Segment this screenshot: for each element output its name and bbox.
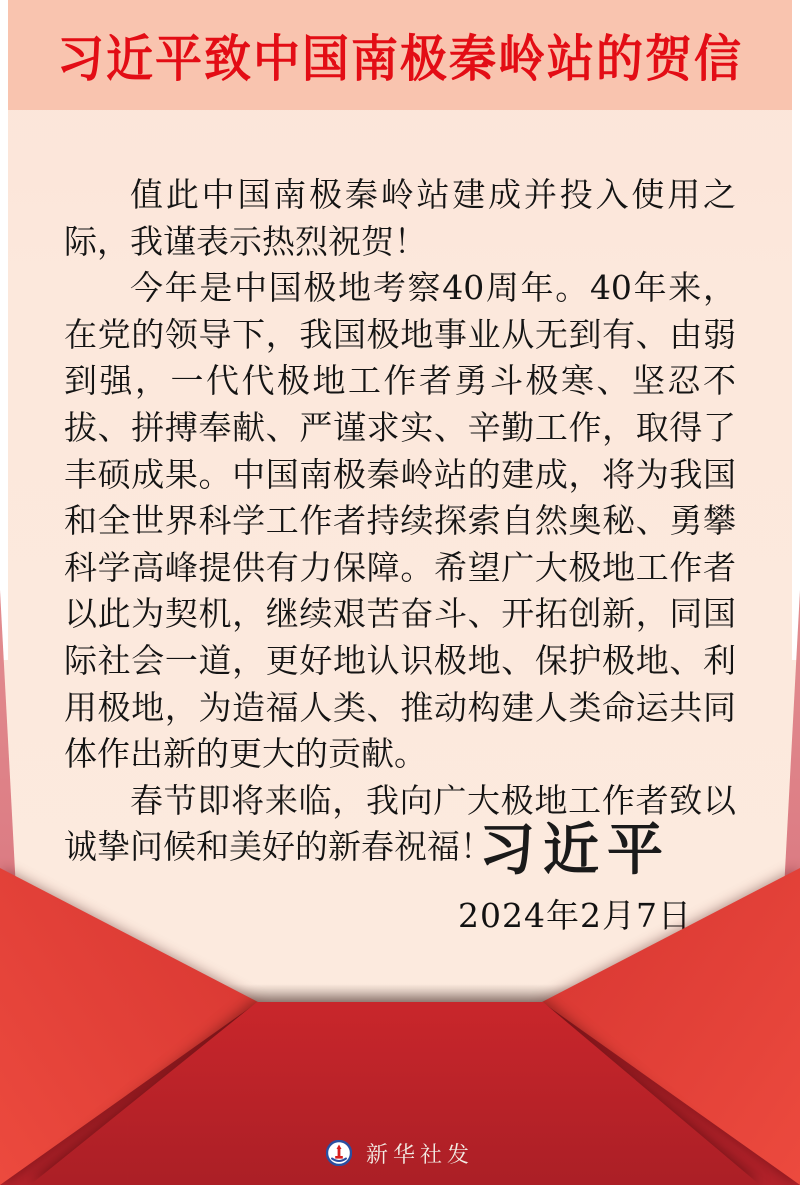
credit-text: 新华社发	[365, 1141, 474, 1167]
letter-date: 2024年2月7日	[458, 896, 692, 935]
credit-line	[0, 1136, 800, 1170]
signature: 习近平	[479, 820, 671, 882]
xinhua-agency-logo-icon	[326, 1140, 352, 1166]
letter-paragraph: 值此中国南极秦岭站建成并投入使用之际，我谨表示热烈祝贺！	[64, 175, 736, 261]
letter-paragraph: 今年是中国极地考察40周年。40年来，在党的领导下，我国极地事业从无到有、由弱到强，一代代极地工作者勇斗极寒、坚忍不拔、拼搏奉献、严谨求实、辛勤工作，取得了丰硕成果。中国南极秦岭站的建成，将为我国和全世界科学工作者持续探索自然奥秘、勇攀科学高峰提供有力保障。希望广大极地工作者以此为契机，继续艰苦奋斗、开拓创新，同国际社会一道，更好地认识极地、保护极地、利用极地，为造福人类、推动构建人类命运共同体作出新的更大的贡献。	[64, 268, 736, 774]
letter-paragraph: 春节即将来临，我向广大极地工作者致以诚挚问候和美好的新春祝福！	[64, 780, 736, 867]
page-title: 习近平致中国南极秦岭站的贺信	[57, 30, 743, 89]
